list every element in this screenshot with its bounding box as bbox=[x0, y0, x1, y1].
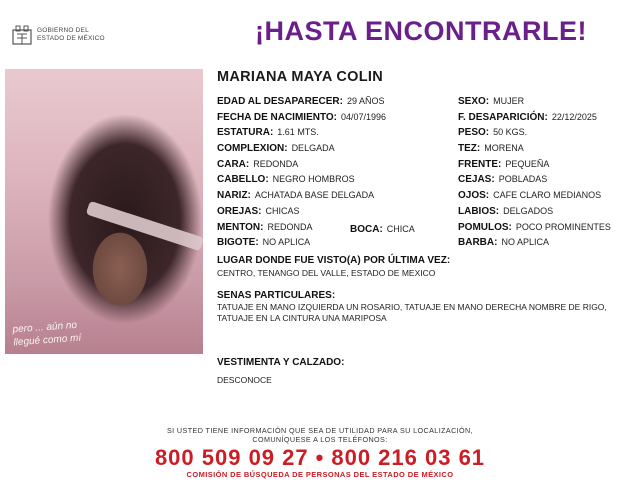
clothing-label: VESTIMENTA Y CALZADO: bbox=[217, 357, 345, 368]
field-disappearance-date bbox=[458, 112, 597, 123]
photo-overlay-text bbox=[12, 319, 81, 350]
field-label: MENTON: bbox=[217, 222, 264, 233]
field-value: 04/07/1996 bbox=[341, 112, 387, 122]
field-value: NO APLICA bbox=[262, 237, 311, 247]
field-nose bbox=[217, 190, 374, 201]
person-photo bbox=[5, 69, 203, 354]
field-birthdate bbox=[217, 112, 386, 123]
field-label: OJOS: bbox=[458, 190, 490, 201]
field-value: REDONDA bbox=[267, 222, 313, 232]
field-lips bbox=[458, 206, 553, 217]
field-label: EDAD AL DESAPARECER: bbox=[217, 96, 343, 107]
field-height bbox=[217, 127, 319, 138]
field-value: NO APLICA bbox=[501, 237, 549, 247]
government-logo bbox=[12, 22, 122, 48]
field-value: 1.61 MTS. bbox=[277, 127, 319, 137]
field-complexion bbox=[458, 143, 524, 154]
photo-headband bbox=[86, 201, 203, 251]
field-label: NARIZ: bbox=[217, 190, 251, 201]
field-label: CABELLO: bbox=[217, 174, 269, 185]
field-label: OREJAS: bbox=[217, 206, 262, 217]
marks-label: SENAS PARTICULARES: bbox=[217, 290, 336, 301]
agency-name: COMISIÓN DE BÚSQUEDA DE PERSONAS DEL ESTADO DE MÉXICO bbox=[186, 470, 454, 479]
field-label: BARBA: bbox=[458, 237, 498, 248]
field-value: REDONDA bbox=[253, 159, 299, 169]
field-mustache bbox=[217, 237, 310, 248]
field-sex bbox=[458, 96, 524, 107]
last-seen-value: CENTRO, TENANGO DEL VALLE, ESTADO DE MEXICO bbox=[217, 268, 436, 278]
field-label: TEZ: bbox=[458, 143, 481, 154]
field-value: MUJER bbox=[493, 96, 525, 106]
field-age bbox=[217, 96, 384, 107]
field-weight bbox=[458, 127, 527, 138]
field-value: CHICAS bbox=[265, 206, 300, 216]
field-label: FRENTE: bbox=[458, 159, 502, 170]
field-value: DELGADOS bbox=[503, 206, 554, 216]
field-hair bbox=[217, 174, 355, 185]
field-value: NEGRO HOMBROS bbox=[272, 174, 355, 184]
photo-overlay-line-2: llegué como mí bbox=[13, 332, 82, 349]
field-ears bbox=[217, 206, 299, 217]
logo-text bbox=[37, 27, 105, 43]
field-value: CAFE CLARO MEDIANOS bbox=[493, 190, 602, 200]
field-label: PESO: bbox=[458, 127, 490, 138]
field-value: PEQUEÑA bbox=[505, 159, 550, 169]
field-beard bbox=[458, 237, 549, 248]
footer-note-line-1: SI USTED TIENE INFORMACIÓN QUE SEA DE UTILIDAD PARA SU LOCALIZACIÓN, bbox=[166, 426, 474, 435]
field-label: COMPLEXION: bbox=[217, 143, 288, 154]
footer-note-line-2: COMUNÍQUESE A LOS TELÉFONOS: bbox=[252, 435, 388, 444]
field-chin bbox=[217, 222, 313, 233]
person-name: MARIANA MAYA COLIN bbox=[217, 69, 383, 85]
field-cheekbones bbox=[458, 222, 611, 233]
photo-overlay-line-1: pero ... aún no bbox=[12, 319, 78, 336]
field-label: SEXO: bbox=[458, 96, 490, 107]
field-label: LABIOS: bbox=[458, 206, 500, 217]
headline: ¡HASTA ENCONTRARLE! bbox=[255, 16, 587, 46]
phone-number-1[interactable]: 800 509 09 27 bbox=[154, 445, 309, 470]
field-label: POMULOS: bbox=[458, 222, 512, 233]
field-value: CHICA bbox=[386, 224, 415, 234]
logo-line-1: GOBIERNO DEL bbox=[37, 27, 89, 34]
field-label: F. DESAPARICIÓN: bbox=[458, 112, 548, 123]
phone-numbers bbox=[0, 445, 640, 471]
field-mouth bbox=[350, 224, 415, 235]
field-face bbox=[217, 159, 298, 170]
field-value: 29 AÑOS bbox=[346, 96, 385, 106]
field-build bbox=[217, 143, 335, 154]
field-label: FECHA DE NACIMIENTO: bbox=[217, 112, 337, 123]
field-label: CARA: bbox=[217, 159, 250, 170]
field-eyebrows bbox=[458, 174, 547, 185]
clothing-value: DESCONOCE bbox=[217, 375, 272, 385]
field-eyes bbox=[458, 190, 601, 201]
field-value: POBLADAS bbox=[498, 174, 548, 184]
field-value: 50 KGS. bbox=[493, 127, 528, 137]
field-forehead bbox=[458, 159, 549, 170]
phone-number-2[interactable]: 800 216 03 61 bbox=[331, 445, 486, 470]
field-value: ACHATADA BASE DELGADA bbox=[254, 190, 375, 200]
field-label: CEJAS: bbox=[458, 174, 495, 185]
phone-separator: • bbox=[315, 445, 325, 470]
logo-line-2: ESTADO DE MÉXICO bbox=[37, 35, 105, 42]
state-emblem-icon bbox=[12, 24, 32, 46]
field-value: DELGADA bbox=[291, 143, 335, 153]
field-value: POCO PROMINENTES bbox=[515, 222, 611, 232]
field-value: MORENA bbox=[484, 143, 524, 153]
last-seen-label: LUGAR DONDE FUE VISTO(A) POR ÚLTIMA VEZ: bbox=[217, 255, 451, 266]
field-label: BIGOTE: bbox=[217, 237, 259, 248]
field-value: 22/12/2025 bbox=[551, 112, 597, 122]
field-label: ESTATURA: bbox=[217, 127, 274, 138]
field-label: BOCA: bbox=[350, 224, 383, 235]
marks-value: TATUAJE EN MANO IZQUIERDA UN ROSARIO, TATUAJE EN MANO DERECHA NOMBRE DE RIGO, TATUAJE EN LA CINTURA UNA MARIPOSA bbox=[217, 302, 607, 323]
